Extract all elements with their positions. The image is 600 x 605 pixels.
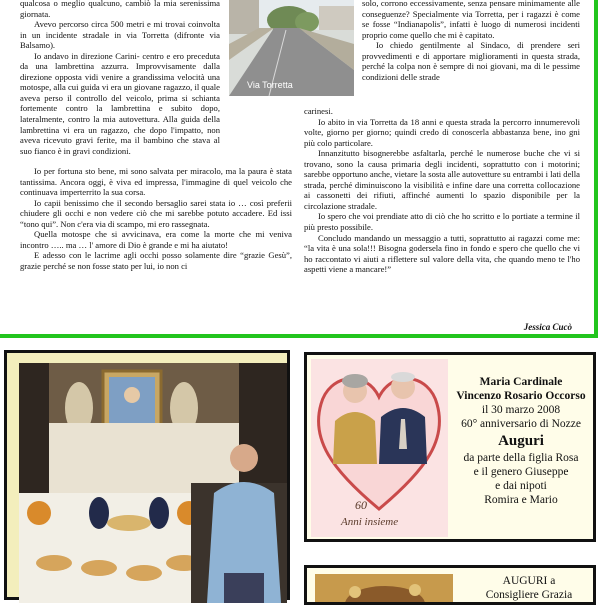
anniversary-card (304, 352, 596, 542)
auguri-card-2 (304, 565, 596, 605)
article-paragraph: Io per fortuna sto bene, mi sono salvata per miracolo, ma la paura è stata tantissima. Ancora oggi, è viva ed impressa, l'immagine di quel veicolo che continuava imperterrito la sua corsa. (20, 166, 292, 198)
anniversary-occasion: 60° anniversario di Nozze (461, 418, 581, 430)
article-paragraph: qualcosa o meglio qualcuno, cambiò la mia serenissima giornata. (20, 0, 220, 19)
couple-heart-photo (311, 359, 448, 537)
street-photo (229, 0, 354, 96)
altar-photo-illustration (19, 363, 287, 603)
anniversary-from-2: e il genero Giuseppe (473, 466, 569, 478)
anniversary-text (447, 375, 595, 507)
article-paragraph: Io andavo in direzione Carini- centro e ero preceduta da una lambrettina azzurra. Improvvisamente dalla direzione opposta vidi venire a grandissima velocità una motospe, alla cui guida vi era un giovane ragazzo, il quale aveva perso il controllo del veicolo, prima si schianta fortemente contro la lambrettina e subito dopo, lateralmente, contro la mia autovettura. Alla guida della lambrettina vi era un ragazzo, che dopo l'impatto, non aveva ricevuto gravi ferite, ma il bambino che stava al suo fianco è in gravi condizioni. (20, 50, 220, 156)
altar-photo (19, 363, 287, 603)
article-left-column (20, 0, 220, 156)
couple-heart-illustration (311, 359, 448, 537)
anniversary-auguri: Auguri (498, 433, 544, 449)
article-paragraph: Concludo mandando un messaggio a tutti, soprattutto ai ragazzi come me: “la vita è una sola!!! Bisogna godersela fino in fondo e spero che quello che vi ho raccontato vi aiuti a riflettere sul valore della vita, che quando meno te l'ho aspetti viene a mancare!” (304, 232, 580, 275)
article-paragraph: Io capii benissimo che il secondo bersaglio sarei stata io … così preferii chiudere gli occhi e non vedere ciò che mi sarebbe potuto accadere. Ed issi “tono qui”. Non c'era via di scampo, mi ero rassegnata. (20, 197, 292, 229)
article-paragraph: Io abito in via Torretta da 18 anni e questa strada la percorro innumerevoli volte, giorno per giorno; quindi credo di conoscerla abbastanza bene, ino gni più colo particolare. (304, 116, 580, 148)
anniversary-date: il 30 marzo 2008 (481, 404, 561, 416)
article-right-top-column (362, 0, 580, 82)
anniversary-from-4: Romira e Mario (484, 494, 558, 506)
anniversary-from-3: e dai nipoti (495, 480, 547, 492)
card2-line-1: AUGURI a (502, 575, 556, 587)
photo-anni-insieme-text: Anni insieme (341, 516, 399, 528)
street-photo-caption: Via Torretta (247, 80, 293, 90)
article-paragraph: Io spero che voi prendiate atto di ciò che ho scritto e lo portiate a termine il più presto possibile. (304, 211, 580, 233)
article-paragraph: carinesi. (304, 106, 333, 116)
anniversary-from-1: da parte della figlia Rosa (463, 452, 579, 464)
article-paragraph: Avevo percorso circa 500 metri e mi trovai coinvolta in un incidente stradale in via Torretta (difronte via Balsamo). (20, 19, 220, 51)
article-left-lower-column (20, 166, 292, 271)
article-paragraph: Innanzitutto bisognerebbe asfaltarla, perché le numerose buche che vi si trovano, sono la causa primaria degli incidenti, soprattutto con i motorini; sarebbe opportuno anche, vietare la sosta alle autovetture su entrambi i lati della strada, perché diminuiscono la visibilità e infine dare una corretta collocazione ai cassonetti dei rifiuti, affinché aumenti lo spazio disponibile per la circolazione stradale. (304, 148, 580, 211)
street-photo-illustration (229, 0, 354, 96)
altar-photo-panel (4, 350, 290, 600)
article-paragraph: Quella motospe che si avvicinava, era come la morte che mi veniva incontro ….. ma … l' amore di Dio è grande e mi ha aiutato! (20, 229, 292, 250)
photo-sixty-text: 60 (355, 498, 367, 512)
card2-line-2: Consigliere Grazia (485, 589, 573, 601)
anniversary-name-2: Vincenzo Rosario Occorso (456, 390, 586, 402)
card2-photo-illustration (315, 574, 453, 605)
article-right-bottom-column (304, 106, 580, 275)
article-signature: Jessica Cucò (523, 322, 572, 332)
card2-text (467, 574, 591, 602)
article-paragraph: Io chiedo gentilmente al Sindaco, di prendere seri provvedimenti e di apportare miglioramenti in questa strada, perché la colpa non è sempre di noi giovani, ma di le pessime condizioni delle strade (362, 40, 580, 82)
card2-photo (315, 574, 453, 605)
anniversary-name-1: Maria Cardinale (479, 376, 563, 388)
article-paragraph: E adesso con le lacrime agli occhi posso solamente dire “grazie Gesù”, grazie perché se non fosse stato per lui, io non ci (20, 250, 292, 271)
article-paragraph: solo, corrono eccessivamente, senza pensare minimamente alle conseguenze? Specialmente via Torretta, per i ragazzi è come se fosse “Indianapolis”, infatti è luogo di numerosi incidenti proprio come quello che mi è capitato. (362, 0, 580, 40)
